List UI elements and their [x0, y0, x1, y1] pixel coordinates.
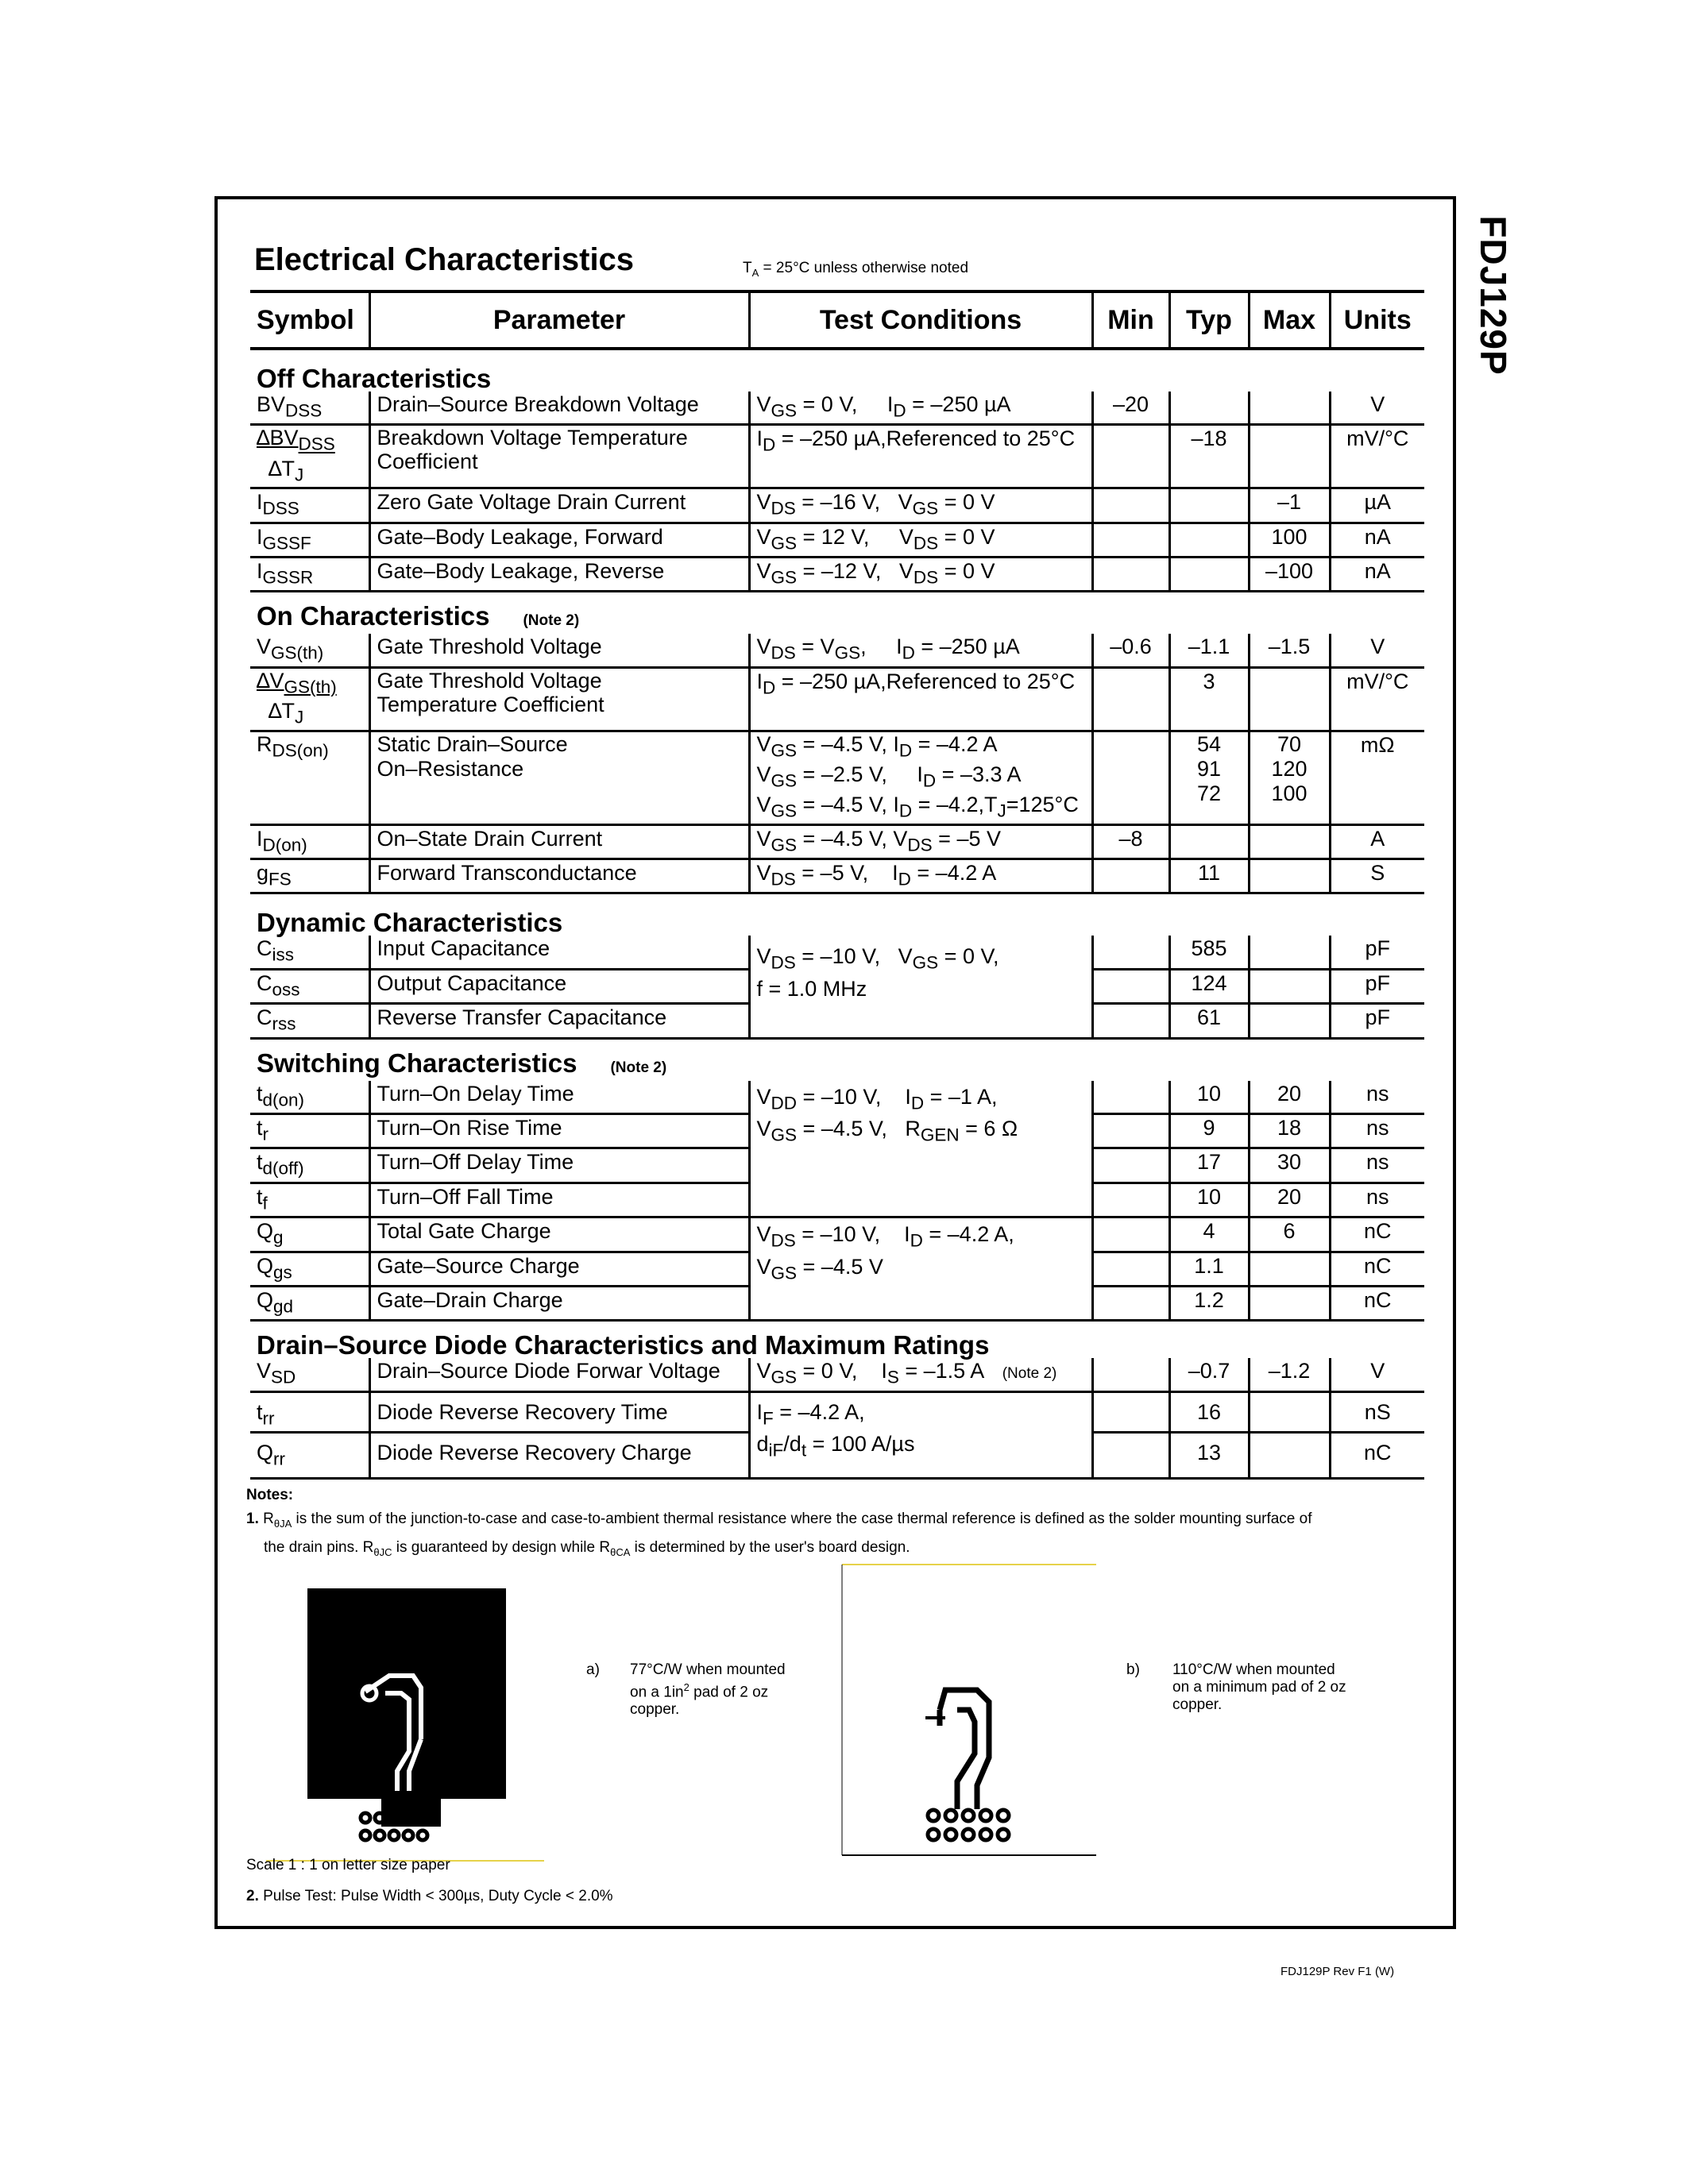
note-1-cont: the drain pins. $R_{\theta JC}$ is guaranteed by design while $R_{\theta CA}$ is determined by the user's board design.	[264, 1538, 910, 1558]
notes-title: Notes:	[246, 1487, 294, 1503]
table-row: $I_{D(on)}$ On–State Drain Current $V_{GS} = -4.5$ V, $V_{DS} = -5$ V –8 A	[250, 824, 1424, 859]
table-row: $C_{iss}$ Input Capacitance $V_{DS} = -10$ V, $V_{GS} = 0$ V, f = 1.0 MHz 585 pF	[250, 936, 1424, 969]
table-row: $Q_g$ Total Gate Charge $V_{DS} = -10$ V, $I_D = -4.2$ A, $V_{GS} = -4.5$ V 4 6 nC	[250, 1217, 1424, 1252]
scale-note: Scale 1 : 1 on letter size paper	[246, 1857, 450, 1873]
table-row: $t_r$ Turn–On Rise Time 9 18 ns	[250, 1114, 1424, 1148]
header-row	[250, 291, 1424, 349]
col-units: Units	[1330, 291, 1424, 349]
electrical-characteristics-table	[250, 290, 1424, 1480]
col-parameter: Parameter	[369, 291, 749, 349]
section-switching: Switching Characteristics (Note 2)	[257, 1048, 667, 1078]
table-row: $Q_{gd}$ Gate–Drain Charge 1.2 nC	[250, 1286, 1424, 1320]
table-row: $t_f$ Turn–Off Fall Time 10 20 ns	[250, 1183, 1424, 1217]
side-part-number: FDJ129P	[1473, 215, 1514, 376]
table-row: $\Delta BV_{DSS}$ $\Delta T_J$ Breakdown Voltage Temperature Coefficient $I_D = -250$ µA,Referenced to 25°C –18 mV/°C	[250, 425, 1424, 488]
table-row: $V_{GS(th)}$ Gate Threshold Voltage $V_{DS} = V_{GS}$, $I_D = -250$ µA –0.6 –1.1 –1.5 V	[250, 634, 1424, 667]
page-title: Electrical Characteristics	[254, 242, 635, 277]
figure-a-caption: a) 77°C/W when mounted on a $1in^2$ pad of 2 oz copper.	[586, 1661, 786, 1719]
note-1: 1. $R_{\theta JA}$ is the sum of the junction-to-case and case-to-ambient thermal resistance where the case thermal reference is defined as the solder mounting surface of	[246, 1511, 1312, 1530]
table-row: $C_{rss}$ Reverse Transfer Capacitance 61 pF	[250, 1004, 1424, 1038]
section-off: Off Characteristics	[257, 364, 492, 393]
table-row: $t_{d(off)}$ Turn–Off Delay Time 17 30 ns	[250, 1148, 1424, 1183]
table-row: $t_{d(on)}$ Turn–On Delay Time $V_{DD} = -10$ V, $I_D = -1$ A, $V_{GS} = -4.5$ V, $R_{GEN} = 6$ Ω 10 20 ns	[250, 1081, 1424, 1114]
footer-revision: FDJ129P Rev F1 (W)	[1280, 1965, 1395, 1978]
table-row: $Q_{rr}$ Diode Reverse Recovery Charge 13 nC	[250, 1433, 1424, 1478]
notes	[246, 1484, 1422, 1565]
pcb-pad-figure-b	[838, 1563, 1100, 1858]
col-min: Min	[1092, 291, 1169, 349]
table-row: $I_{GSSF}$ Gate–Body Leakage, Forward $V_{GS} = 12$ V, $V_{DS} = 0$ V 100 nA	[250, 523, 1424, 557]
table-row: $g_{FS}$ Forward Transconductance $V_{DS} = -5$ V, $I_D = -4.2$ A 11 S	[250, 859, 1424, 893]
section-on: On Characteristics (Note 2)	[257, 601, 580, 631]
table-row: $\Delta V_{GS(th)}$ $\Delta T_J$ Gate Threshold Voltage Temperature Coefficient $I_D = -250$ µA,Referenced to 25°C 3 mV/°C	[250, 667, 1424, 731]
table-row: $I_{GSSR}$ Gate–Body Leakage, Reverse $V_{GS} = -12$ V, $V_{DS} = 0$ V –100 nA	[250, 557, 1424, 591]
table-row: $t_{rr}$ Diode Reverse Recovery Time $I_F = -4.2$ A, $d_{iF}/d_t = 100$ A/µs 16 nS	[250, 1391, 1424, 1432]
table-row: $R_{DS(on)}$ Static Drain–Source On–Resistance $V_{GS} = -4.5$ V, $I_D = -4.2$ A $V_{GS} = -2.5$ V, $I_D = -3.3$ A $V_{GS} = -4.5$ V, $I_D = -4.2,T_J=125^\circ C$ 54 91 72 70 120 100 mΩ	[250, 731, 1424, 824]
heading-row	[254, 242, 1422, 286]
table-row: $C_{oss}$ Output Capacitance 124 pF	[250, 969, 1424, 1003]
table-row: $BV_{DSS}$ Drain–Source Breakdown Voltage $V_{GS} = 0$ V, $I_D = -250$ µA –20 V	[250, 392, 1424, 425]
pcb-pad-figure-a	[262, 1588, 556, 1870]
col-symbol: Symbol	[250, 291, 369, 349]
col-max: Max	[1249, 291, 1330, 349]
col-typ: Typ	[1169, 291, 1249, 349]
col-test-conditions: Test Conditions	[749, 291, 1092, 349]
table-row: $V_{SD}$ Drain–Source Diode Forwar Voltage $V_{GS} = 0$ V, $I_S = -1.5$ A (Note 2) –0.7 –1.2 V	[250, 1358, 1424, 1391]
section-diode: Drain–Source Diode Characteristics and Maximum Ratings	[257, 1330, 990, 1360]
condition-note: $T_A = 25^\circ C$ unless otherwise noted	[743, 260, 969, 279]
figure-b-caption: b) 110°C/W when mounted on a minimum pad of 2 oz copper.	[1126, 1661, 1346, 1713]
note-2: 2. Pulse Test: Pulse Width < 300µs, Duty Cycle < 2.0%	[246, 1888, 613, 1904]
section-dynamic: Dynamic Characteristics	[257, 908, 563, 938]
table-row: $I_{DSS}$ Zero Gate Voltage Drain Current $V_{DS} = -16$ V, $V_{GS} = 0$ V –1 µA	[250, 488, 1424, 523]
table-row: $Q_{gs}$ Gate–Source Charge 1.1 nC	[250, 1252, 1424, 1286]
